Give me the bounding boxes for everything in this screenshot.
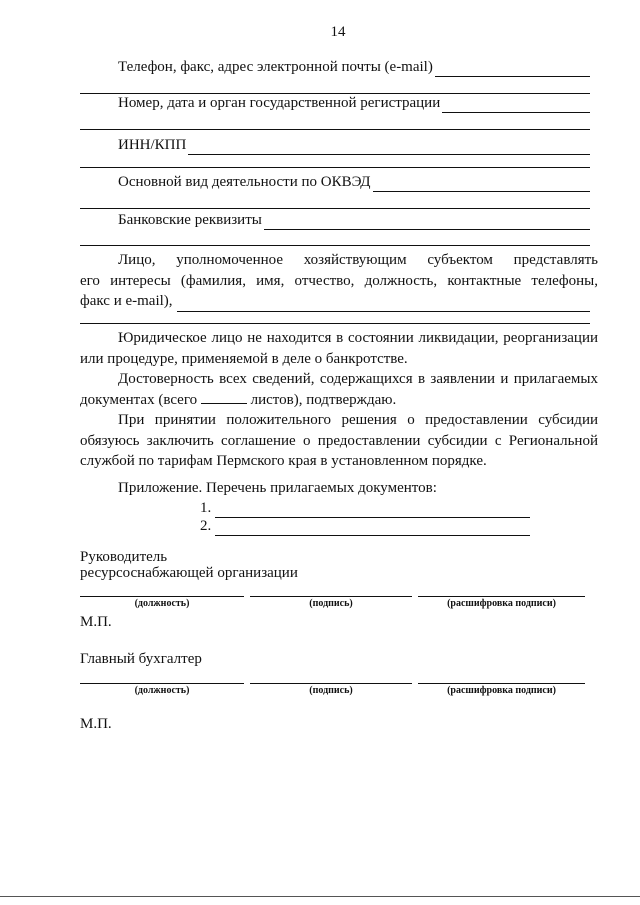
chief-accountant-title: Главный бухгалтер — [80, 651, 202, 667]
field-inn-blank[interactable] — [188, 140, 590, 155]
head-stamp-mark: М.П. — [80, 614, 112, 630]
field-bank-label: Банковские реквизиты — [118, 212, 262, 228]
head-title-line-2: ресурсоснабжающей организации — [80, 565, 298, 581]
attachment-item-2-blank[interactable] — [215, 521, 530, 536]
reliability-paragraph — [80, 369, 598, 410]
accountant-position-caption: (должность) — [134, 685, 190, 696]
representative-line-1: Лицо, уполномоченное хозяйствующим субъектом представлять — [118, 252, 598, 268]
agreement-paragraph — [80, 410, 598, 472]
agreement-text: При принятии положительного решения о предоставлении субсидии обязуюсь заключить соглашение о предоставлении субсидии с Региональной службой по тарифам Пермского края в установленном порядке. — [80, 412, 598, 469]
liquidation-paragraph — [80, 328, 598, 369]
representative-line-2: его интересы (фамилия, имя, отчество, должность, контактные телефоны, — [80, 272, 598, 289]
field-inn-label: ИНН/КПП — [118, 137, 187, 153]
attachment-heading: Приложение. Перечень прилагаемых документов: — [118, 480, 437, 496]
attachment-item-1 — [200, 499, 530, 518]
accountant-signature-line[interactable] — [250, 683, 412, 684]
accountant-position-line[interactable] — [80, 683, 244, 684]
field-registration-blank[interactable] — [442, 98, 590, 113]
head-decoding-line[interactable] — [418, 596, 585, 597]
liquidation-text: Юридическое лицо не находится в состоянии ликвидации, реорганизации или процедуре, применяемой в деле о банкротстве. — [80, 330, 598, 367]
field-inn — [80, 136, 590, 155]
field-contacts-blank[interactable] — [435, 62, 590, 77]
field-okved-continuation-line[interactable] — [80, 208, 590, 209]
representative-continuation-line[interactable] — [80, 323, 590, 324]
representative-line-3-row — [80, 291, 590, 312]
field-contacts-label: Телефон, факс, адрес электронной почты (e-mail) — [118, 59, 433, 75]
head-position-caption: (должность) — [134, 598, 190, 609]
attachment-item-1-number: 1. — [200, 500, 212, 516]
head-signature-line[interactable] — [250, 596, 412, 597]
reliability-text-a: Достоверность всех сведений, содержащихся в заявлении и прилагаемых документах (всего — [80, 371, 598, 408]
head-signature-caption: (подпись) — [309, 598, 353, 609]
attachment-item-2 — [200, 517, 530, 536]
accountant-stamp-mark: М.П. — [80, 716, 112, 732]
head-position-line[interactable] — [80, 596, 244, 597]
page-number: 14 — [330, 24, 346, 40]
accountant-decoding-line[interactable] — [418, 683, 585, 684]
field-registration-continuation-line[interactable] — [80, 129, 590, 130]
field-bank-continuation-line[interactable] — [80, 245, 590, 246]
accountant-decoding-caption: (расшифровка подписи) — [447, 685, 556, 696]
field-registration — [80, 94, 590, 113]
head-title-line-1: Руководитель — [80, 549, 168, 565]
representative-blank[interactable] — [177, 298, 590, 312]
field-registration-label: Номер, дата и орган государственной регистрации — [118, 95, 441, 111]
field-okved-blank[interactable] — [373, 177, 590, 192]
attachment-item-2-number: 2. — [200, 518, 212, 534]
field-okved — [80, 173, 590, 192]
field-contacts — [80, 58, 590, 77]
attachment-item-1-blank[interactable] — [215, 503, 530, 518]
field-inn-continuation-line[interactable] — [80, 167, 590, 168]
representative-line-3: факс и e-mail), — [80, 293, 173, 309]
head-decoding-caption: (расшифровка подписи) — [447, 598, 556, 609]
field-bank — [80, 211, 590, 230]
field-okved-label: Основной вид деятельности по ОКВЭД — [118, 174, 371, 190]
sheet-count-blank[interactable] — [201, 390, 247, 404]
field-bank-blank[interactable] — [264, 215, 590, 230]
accountant-signature-caption: (подпись) — [309, 685, 353, 696]
reliability-text-b: листов), подтверждаю. — [250, 391, 397, 408]
representative-paragraph — [80, 250, 598, 312]
page-bottom-divider — [0, 896, 640, 897]
